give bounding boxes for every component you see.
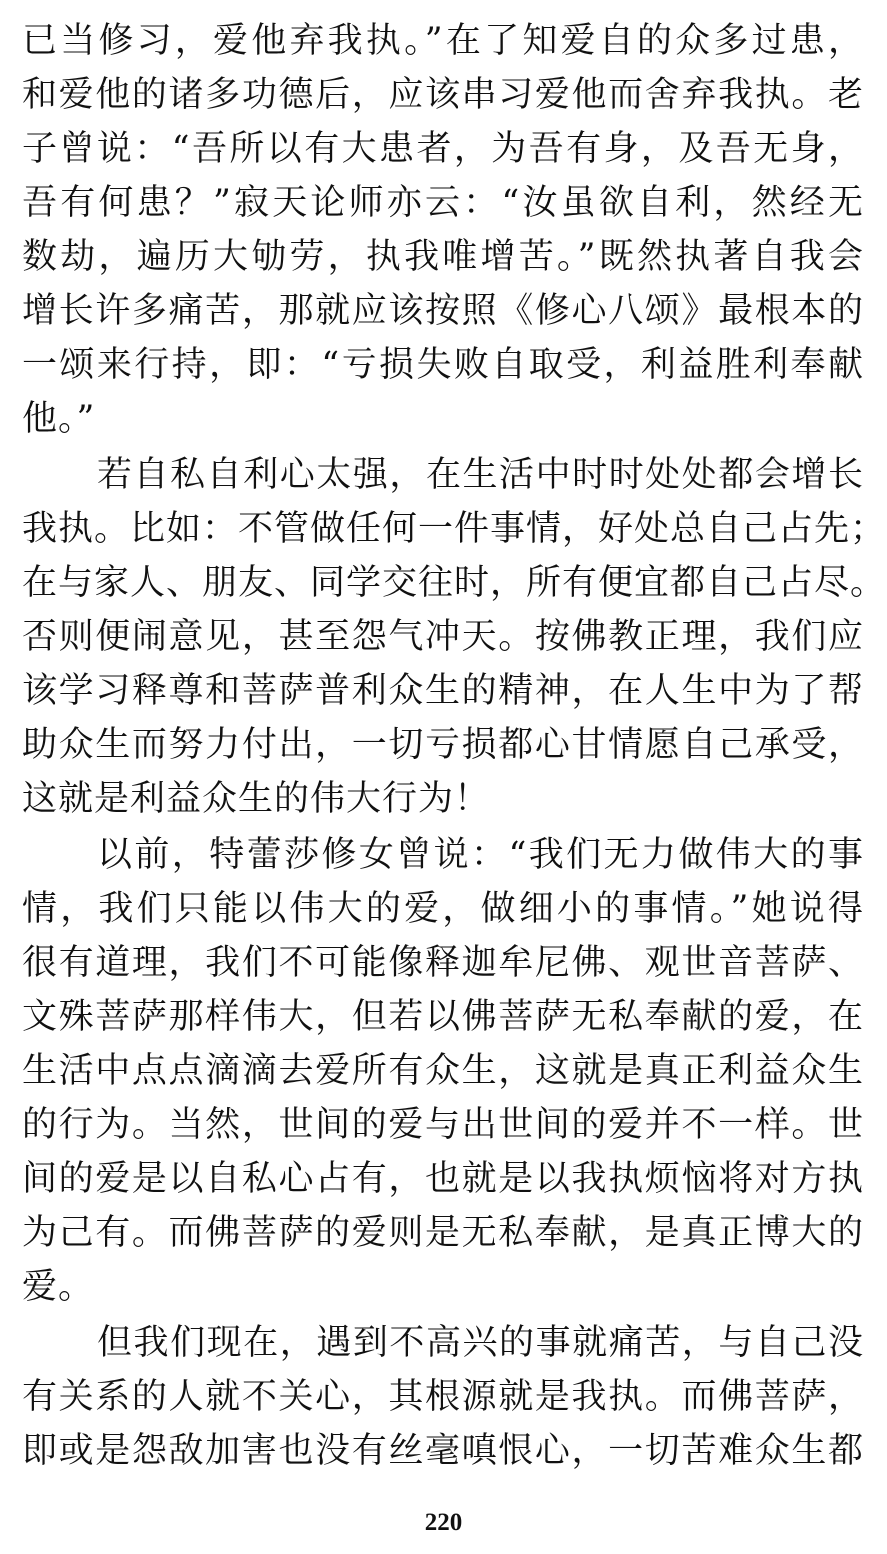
text-line: 在与家人、朋友、同学交往时，所有便宜都自己占尽。	[22, 563, 887, 603]
text-line: 我执。比如：不管做任何一件事情，好处总自己占先；	[22, 509, 887, 549]
text-line: 一颂来行持，即：“亏损失败自取受，利益胜利奉献	[22, 345, 864, 385]
text-line: 子曾说：“吾所以有大患者，为吾有身，及吾无身，	[22, 129, 864, 169]
text-line: 有关系的人就不关心，其根源就是我执。而佛菩萨，	[22, 1377, 864, 1417]
text-line: 即或是怨敌加害也没有丝毫嗔恨心，一切苦难众生都	[22, 1431, 864, 1471]
text-line: 和爱他的诸多功德后，应该串习爱他而舍弃我执。老	[22, 75, 864, 115]
text-line: 为己有。而佛菩萨的爱则是无私奉献，是真正博大的	[22, 1213, 864, 1253]
text-line: 爱。	[22, 1267, 95, 1307]
text-line: 数劫，遍历大劬劳，执我唯增苦。”既然执著自我会	[22, 237, 864, 277]
text-line: 文殊菩萨那样伟大，但若以佛菩萨无私奉献的爱，在	[22, 997, 864, 1037]
text-line: 生活中点点滴滴去爱所有众生，这就是真正利益众生	[22, 1051, 864, 1091]
text-line: 他。”	[22, 399, 96, 439]
text-line: 间的爱是以自私心占有，也就是以我执烦恼将对方执	[22, 1159, 864, 1199]
text-line: 的行为。当然，世间的爱与出世间的爱并不一样。世	[22, 1105, 864, 1145]
paragraph-first-line: 但我们现在，遇到不高兴的事就痛苦，与自己没	[97, 1323, 864, 1363]
page-number: 220	[424, 1509, 463, 1536]
text-line: 这就是利益众生的伟大行为！	[22, 779, 491, 819]
paragraph-first-line: 若自私自利心太强，在生活中时时处处都会增长	[97, 455, 864, 495]
text-line: 吾有何患？”寂天论师亦云：“汝虽欲自利，然经无	[22, 183, 864, 223]
text-line: 该学习释尊和菩萨普利众生的精神，在人生中为了帮	[22, 671, 864, 711]
text-line: 很有道理，我们不可能像释迦牟尼佛、观世音菩萨、	[22, 943, 864, 983]
text-line: 否则便闹意见，甚至怨气冲天。按佛教正理，我们应	[22, 617, 864, 657]
paragraph-first-line: 以前，特蕾莎修女曾说：“我们无力做伟大的事	[97, 835, 864, 875]
text-line: 已当修习，爱他弃我执。”在了知爱自的众多过患，	[22, 21, 864, 61]
text-line: 增长许多痛苦，那就应该按照《修心八颂》最根本的	[22, 291, 864, 331]
text-line: 助众生而努力付出，一切亏损都心甘情愿自己承受，	[22, 725, 864, 765]
text-line: 情，我们只能以伟大的爱，做细小的事情。”她说得	[22, 889, 864, 929]
